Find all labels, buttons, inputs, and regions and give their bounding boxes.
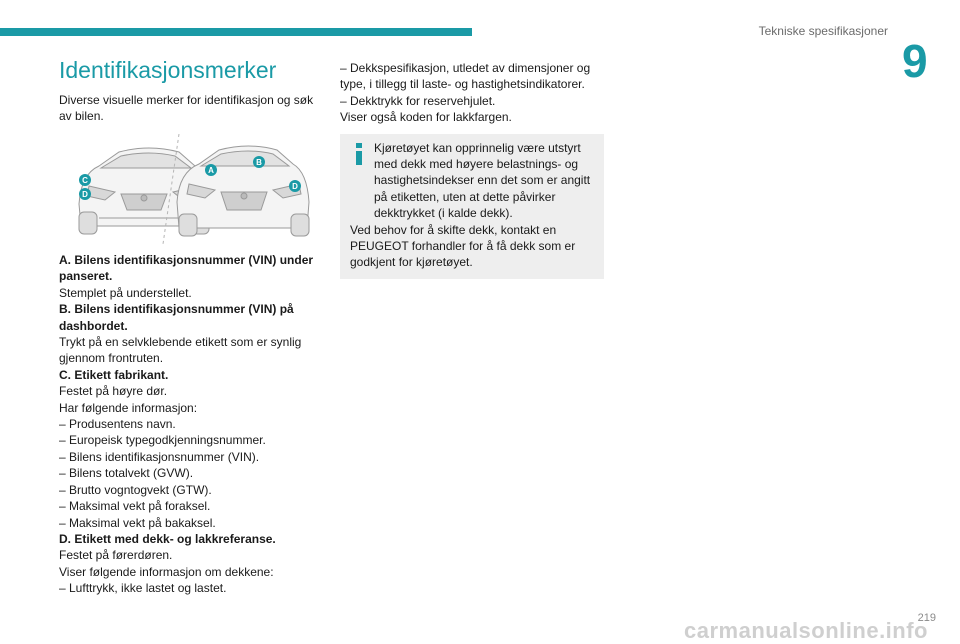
desc-line: Festet på førerdøren. xyxy=(59,548,173,563)
description-list xyxy=(59,252,317,597)
desc-line: Stemplet på understellet. xyxy=(59,285,192,300)
page-number: 219 xyxy=(917,612,936,624)
svg-text:A: A xyxy=(208,166,214,175)
mid-line: Viser også koden for lakkfargen. xyxy=(340,110,512,125)
marker-a xyxy=(205,164,217,176)
desc-line: – Produsentens navn. xyxy=(59,417,176,432)
marker-d-right xyxy=(289,180,301,192)
info-icon xyxy=(352,143,366,165)
marker-d-left xyxy=(79,188,91,200)
desc-line: Festet på høyre dør. xyxy=(59,384,168,399)
header-accent-bar xyxy=(0,28,472,36)
mid-line: – Dekkspesifikasjon, utledet av dimensjoner og type, i tillegg til laste- og hastighetsindikatorer. xyxy=(340,61,591,92)
desc-line: – Maksimal vekt på foraksel. xyxy=(59,499,211,514)
desc-line: Viser følgende informasjon om dekkene: xyxy=(59,564,274,579)
info-paragraph: Ved behov for å skifte dekk, kontakt en PEUGEOT forhandler for å få dekk som er godkjent for kjøretøyet. xyxy=(350,222,576,270)
svg-text:B: B xyxy=(256,158,262,167)
desc-line: – Europeisk typegodkjenningsnummer. xyxy=(59,433,266,448)
middle-column xyxy=(340,60,604,279)
desc-line: C. Etikett fabrikant. xyxy=(59,367,169,382)
desc-line: – Bilens totalvekt (GVW). xyxy=(59,466,194,481)
chapter-number: 9 xyxy=(902,35,928,87)
desc-line: Trykt på en selvklebende etikett som er synlig gjennom frontruten. xyxy=(59,335,302,366)
desc-line: – Brutto vogntogvekt (GTW). xyxy=(59,482,212,497)
info-box xyxy=(340,134,604,279)
desc-line: B. Bilens identifikasjonsnummer (VIN) på dashbordet. xyxy=(59,302,294,333)
desc-line: Har følgende informasjon: xyxy=(59,400,198,415)
section-title: Tekniske spesifikasjoner xyxy=(758,24,888,38)
svg-text:D: D xyxy=(292,182,298,191)
info-paragraph: Kjøretøyet kan opprinnelig være utstyrt med dekk med høyere belastnings- og hastighetsindekser enn det som er angitt på etiketten, uten at dette påvirker dekktrykket (i kalde dekk). xyxy=(374,140,591,221)
mid-line: – Dekktrykk for reservehjulet. xyxy=(340,93,496,108)
desc-line: – Bilens identifikasjonsnummer (VIN). xyxy=(59,449,260,464)
svg-text:C: C xyxy=(82,176,88,185)
desc-line: – Lufttrykk, ikke lastet og lastet. xyxy=(59,581,227,596)
svg-text:D: D xyxy=(82,190,88,199)
marker-c xyxy=(79,174,91,186)
desc-line: – Maksimal vekt på bakaksel. xyxy=(59,515,216,530)
marker-b xyxy=(253,156,265,168)
intro-text: Diverse visuelle merker for identifikasjon og søk av bilen. xyxy=(59,93,314,123)
desc-line: D. Etikett med dekk- og lakkreferanse. xyxy=(59,531,276,546)
left-column xyxy=(59,56,317,597)
watermark: carmanualsonline.info xyxy=(684,618,928,643)
car-illustration xyxy=(59,134,317,244)
desc-line: A. Bilens identifikasjonsnummer (VIN) under panseret. xyxy=(59,253,314,284)
car-identification-figure xyxy=(59,134,317,244)
page-title: Identifikasjonsmerker xyxy=(59,57,277,83)
